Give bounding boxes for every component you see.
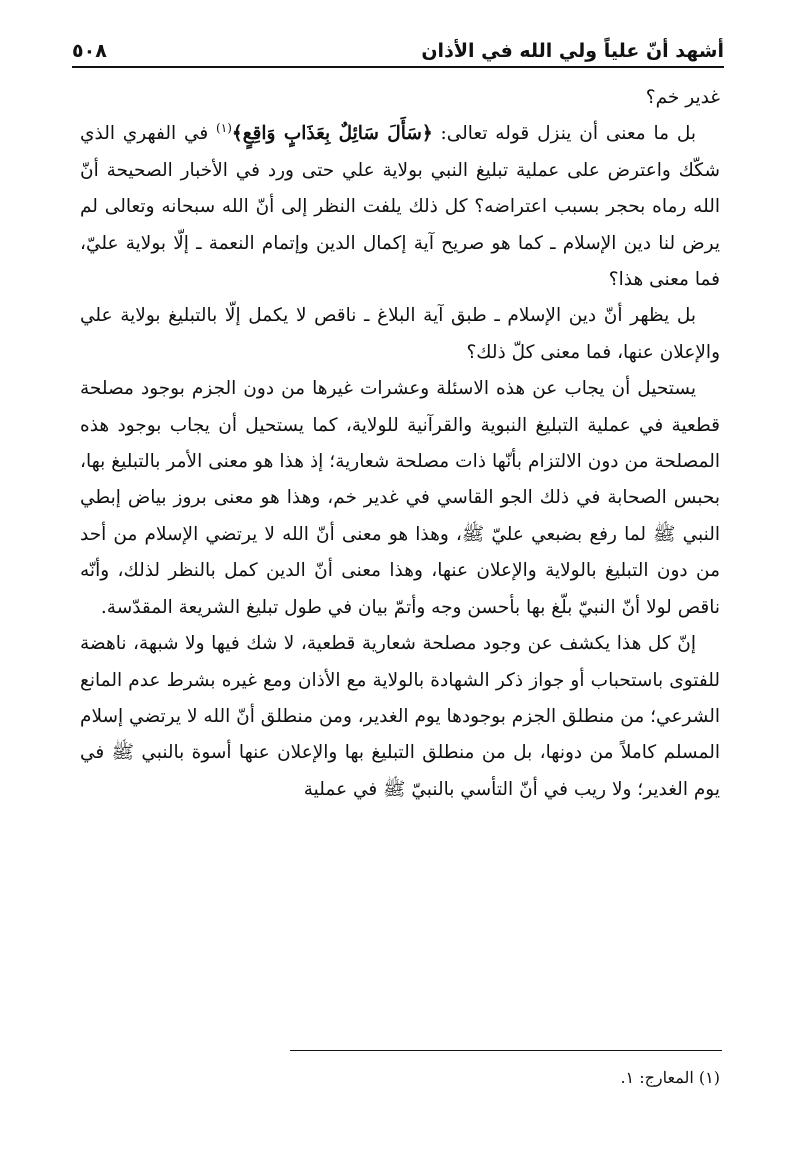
page-number: ٥٠٨ (72, 40, 107, 62)
running-title: أشهد أنّ علياً ولي الله في الأذان (421, 40, 724, 62)
header-rule (72, 66, 724, 68)
footnote-rule (290, 1050, 722, 1051)
paragraph-5: إنّ كل هذا يكشف عن وجود مصلحة شعارية قطعية، لا شك فيها ولا شبهة، ناهضة للفتوى باستحباب أو جواز ذكر الشهادة بالولاية مع الأذان ومع غيره بشرط عدم المانع الشرعي؛ من منطلق الجزم بوجودها يوم الغدير، ومن منطلق أنّ الله لا يرتضي إسلام المسلم كاملاً من دونها، بل من منطلق التبليغ بها والإعلان عنها أسوة بالنبي ﷺ في يوم الغدير؛ ولا ريب في أنّ التأسي بالنبيّ ﷺ في عملية (80, 633, 720, 800)
footnote: (١) المعارج: ١. (620, 1068, 720, 1087)
quran-verse: ﴿سَأَلَ سَائِلٌ بِعَذَابٍ وَاقِعٍ﴾ (231, 123, 433, 145)
paragraph-2-intro: بل ما معنى أن ينزل قوله تعالى: (432, 123, 696, 145)
body-text (80, 80, 720, 808)
paragraph-2 (80, 116, 720, 298)
paragraph-1: غدير خم؟ (645, 87, 720, 108)
page-header (72, 28, 724, 62)
paragraph-2-rest: في الفهري الذي شكّك واعترض على عملية تبليغ النبي بولاية علي حتى ورد في الأخبار الصحيحة أنّ الله رماه بحجر بسبب اعتراضه؟ كل ذلك يلفت النظر إلى أنّ الله سبحانه وتعالى لم يرض لنا دين الإسلام ـ كما هو صريح آية إكمال الدين وإتمام النعمة ـ إلّا بولاية عليّ، فما معنى هذا؟ (80, 123, 720, 291)
paragraph-4: يستحيل أن يجاب عن هذه الاسئلة وعشرات غيرها من دون الجزم بوجود مصلحة قطعية في عملية التبليغ النبوية والقرآنية للولاية، كما يستحيل أن يجاب بوجود هذه المصلحة من دون الالتزام بأنّها ذات مصلحة شعارية؛ إذ هذا هو معنى الأمر بالتبليغ بها، بحبس الصحابة في ذلك الجو القاسي في غدير خم، وهذا هو معنى بروز بياض إبطي النبي ﷺ لما رفع بضبعي عليّ ﷺ، وهذا هو معنى أنّ الله لا يرتضي الإسلام من أحد من دون التبليغ بالولاية والإعلان عنها، وهذا معنى أنّ الدين كمل بالنظر لذلك، وأنّه ناقص لولا أنّ النبيّ بلّغ بها بأحسن وجه وأتمّ بيان في طول تبليغ الشريعة المقدّسة. (80, 378, 720, 618)
footnote-ref: (١) (216, 121, 232, 136)
paragraph-3: بل يظهر أنّ دين الإسلام ـ طبق آية البلاغ ـ ناقص لا يكمل إلّا بالتبليغ بولاية علي والإعلان عنها، فما معنى كلّ ذلك؟ (80, 305, 720, 363)
